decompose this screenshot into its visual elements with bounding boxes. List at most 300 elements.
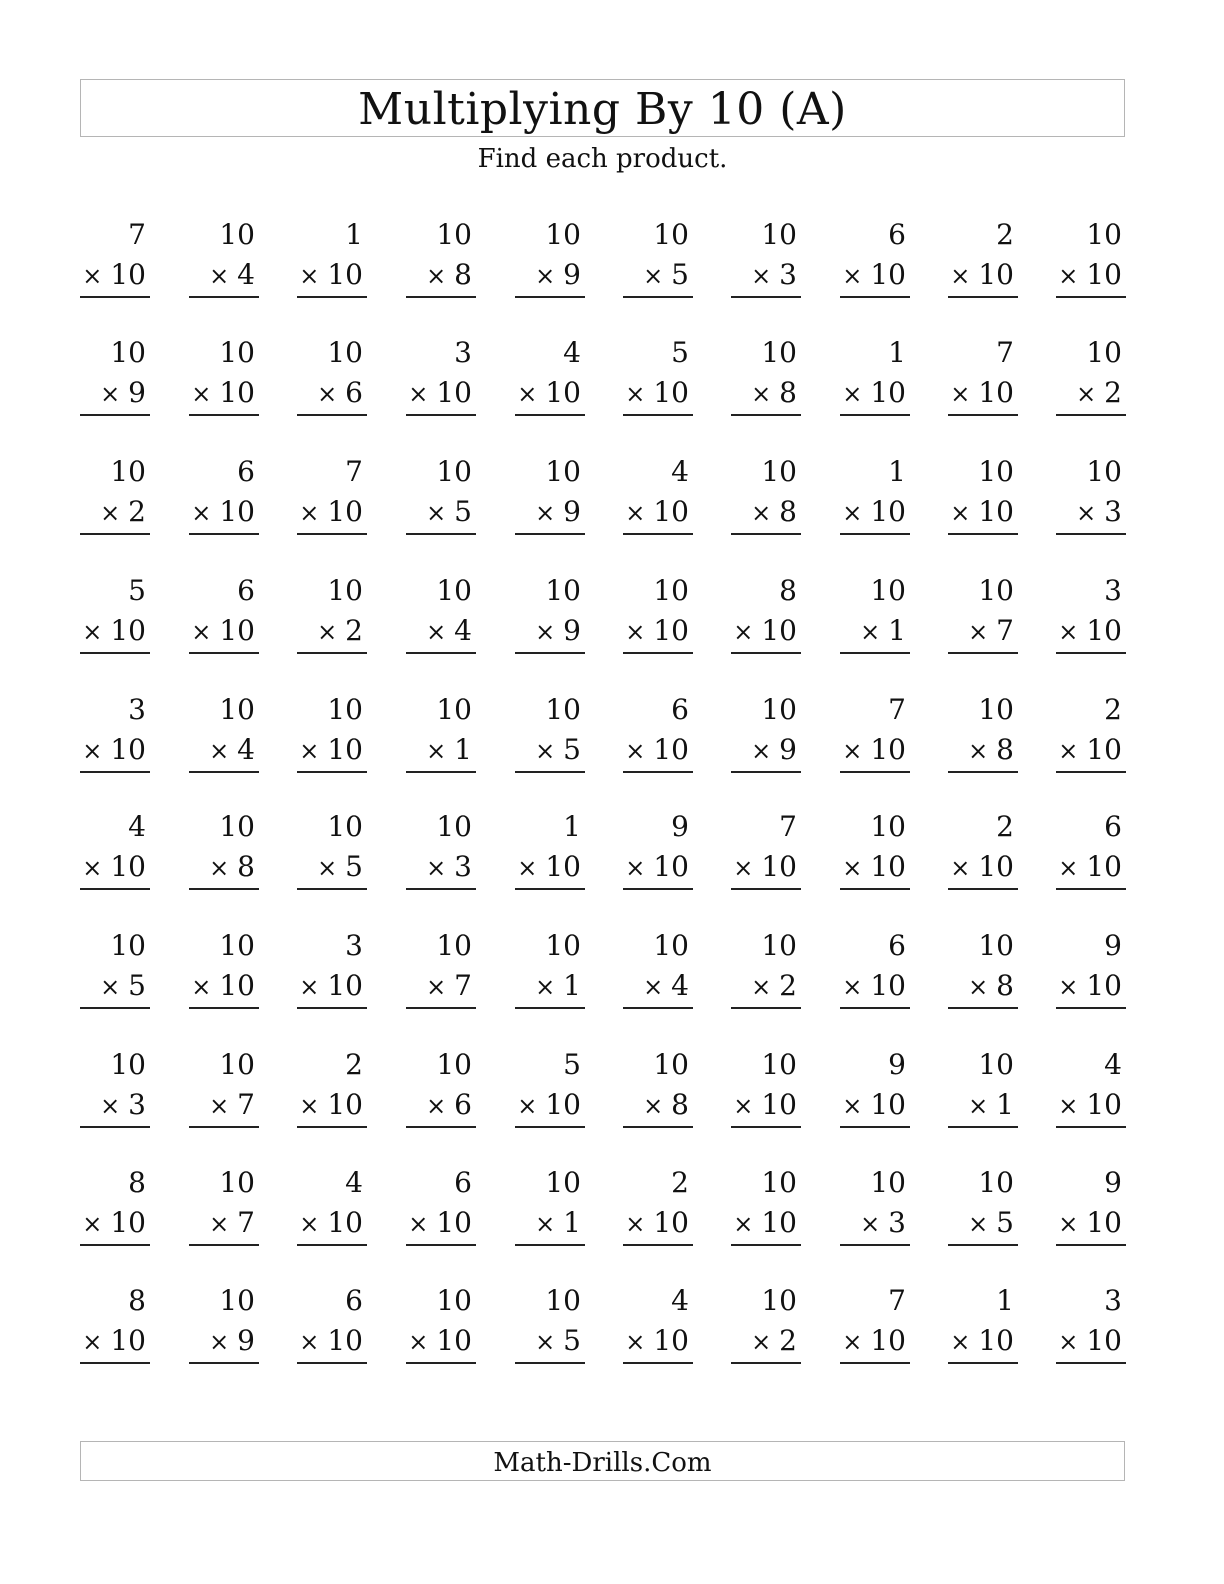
multiplier-line	[209, 733, 255, 768]
answer-line	[189, 888, 259, 890]
multiply-sign: ×	[82, 618, 103, 646]
multiplicand: 10	[327, 810, 363, 843]
multiply-sign: ×	[517, 854, 538, 882]
multiplier-line	[842, 1324, 906, 1359]
multiplier-line	[842, 376, 906, 411]
multiplicand: 10	[761, 1166, 797, 1199]
answer-line	[80, 1244, 150, 1246]
problem-3-4	[406, 455, 476, 535]
answer-line	[840, 1126, 910, 1128]
multiplicand: 6	[888, 218, 906, 251]
answer-line	[189, 414, 259, 416]
multiply-sign: ×	[535, 1328, 556, 1356]
multiplier-line	[408, 1324, 472, 1359]
multiplier-line	[968, 969, 1014, 1004]
multiplier: 2	[779, 1324, 797, 1357]
answer-line	[406, 1362, 476, 1364]
answer-line	[515, 1244, 585, 1246]
problem-4-2	[189, 574, 259, 654]
multiplicand: 10	[219, 218, 255, 251]
problem-3-10	[1056, 455, 1126, 535]
multiply-sign: ×	[733, 618, 754, 646]
multiply-sign: ×	[968, 1092, 989, 1120]
multiplier-line	[426, 614, 472, 649]
multiply-sign: ×	[1058, 1092, 1079, 1120]
multiply-sign: ×	[209, 854, 230, 882]
multiplier: 10	[653, 376, 689, 409]
answer-line	[948, 414, 1018, 416]
answer-line	[406, 652, 476, 654]
multiplier-line	[100, 376, 146, 411]
problem-8-5	[515, 1048, 585, 1128]
multiply-sign: ×	[842, 499, 863, 527]
multiply-sign: ×	[299, 499, 320, 527]
problem-10-2	[189, 1284, 259, 1364]
multiply-sign: ×	[950, 854, 971, 882]
multiplier-line	[950, 258, 1014, 293]
problem-1-10	[1056, 218, 1126, 298]
multiplier-line	[100, 969, 146, 1004]
multiplier-line	[625, 614, 689, 649]
multiply-sign: ×	[625, 854, 646, 882]
multiplier-line	[82, 258, 146, 293]
problem-4-3	[297, 574, 367, 654]
multiplier-line	[191, 376, 255, 411]
multiplier-line	[82, 614, 146, 649]
multiplier: 9	[237, 1324, 255, 1357]
multiply-sign: ×	[950, 499, 971, 527]
multiplicand: 10	[978, 1166, 1014, 1199]
problem-8-7	[731, 1048, 801, 1128]
multiplier: 10	[327, 1088, 363, 1121]
multiplicand: 5	[128, 574, 146, 607]
multiplier-line	[625, 733, 689, 768]
multiplicand: 10	[653, 218, 689, 251]
multiplicand: 10	[327, 574, 363, 607]
multiplicand: 2	[996, 810, 1014, 843]
problem-10-5	[515, 1284, 585, 1364]
multiplier: 10	[653, 850, 689, 883]
multiply-sign: ×	[535, 1210, 556, 1238]
multiplicand: 10	[545, 693, 581, 726]
problem-6-5	[515, 810, 585, 890]
multiplicand: 10	[545, 218, 581, 251]
multiplier-line	[842, 969, 906, 1004]
answer-line	[840, 1244, 910, 1246]
multiplier-line	[317, 614, 363, 649]
problem-4-5	[515, 574, 585, 654]
multiplier-line	[299, 733, 363, 768]
multiply-sign: ×	[950, 1328, 971, 1356]
multiply-sign: ×	[1058, 1328, 1079, 1356]
problem-6-6	[623, 810, 693, 890]
problem-9-5	[515, 1166, 585, 1246]
multiplier-line	[408, 1206, 472, 1241]
problem-2-9	[948, 336, 1018, 416]
multiplier-line	[1058, 1088, 1122, 1123]
multiplier: 4	[454, 614, 472, 647]
multiplicand: 1	[888, 336, 906, 369]
multiplier-line	[950, 495, 1014, 530]
answer-line	[948, 1007, 1018, 1009]
multiplicand: 9	[671, 810, 689, 843]
answer-line	[731, 1126, 801, 1128]
multiplier-line	[1058, 614, 1122, 649]
problem-10-4	[406, 1284, 476, 1364]
problem-7-6	[623, 929, 693, 1009]
multiplicand: 7	[996, 336, 1014, 369]
multiplicand: 2	[996, 218, 1014, 251]
problem-2-10	[1056, 336, 1126, 416]
multiplicand: 10	[653, 1048, 689, 1081]
answer-line	[623, 771, 693, 773]
problem-3-5	[515, 455, 585, 535]
multiplier: 10	[436, 376, 472, 409]
multiplier: 10	[110, 850, 146, 883]
multiplicand: 6	[1104, 810, 1122, 843]
multiplier-line	[535, 258, 581, 293]
multiplier-line	[317, 376, 363, 411]
multiply-sign: ×	[643, 262, 664, 290]
problem-4-10	[1056, 574, 1126, 654]
problem-10-8	[840, 1284, 910, 1364]
answer-line	[297, 771, 367, 773]
multiply-sign: ×	[100, 1092, 121, 1120]
multiplier: 9	[779, 733, 797, 766]
multiply-sign: ×	[82, 1328, 103, 1356]
problem-2-1	[80, 336, 150, 416]
multiply-sign: ×	[209, 262, 230, 290]
multiplicand: 4	[563, 336, 581, 369]
answer-line	[406, 1244, 476, 1246]
multiply-sign: ×	[299, 1210, 320, 1238]
multiply-sign: ×	[842, 1328, 863, 1356]
worksheet-title: Multiplying By 10 (A)	[80, 79, 1125, 137]
answer-line	[80, 296, 150, 298]
multiplier-line	[426, 850, 472, 885]
multiplier-line	[535, 495, 581, 530]
multiply-sign: ×	[82, 1210, 103, 1238]
multiplier-line	[191, 495, 255, 530]
answer-line	[1056, 1126, 1126, 1128]
multiply-sign: ×	[535, 973, 556, 1001]
multiplier-line	[517, 850, 581, 885]
problem-4-1	[80, 574, 150, 654]
answer-line	[840, 888, 910, 890]
multiplier-line	[1058, 733, 1122, 768]
multiplicand: 10	[761, 1048, 797, 1081]
multiplier-line	[751, 258, 797, 293]
multiply-sign: ×	[751, 737, 772, 765]
multiply-sign: ×	[625, 618, 646, 646]
multiplier: 10	[110, 733, 146, 766]
multiplicand: 10	[761, 693, 797, 726]
answer-line	[1056, 888, 1126, 890]
multiplier-line	[299, 495, 363, 530]
problem-1-9	[948, 218, 1018, 298]
problem-7-4	[406, 929, 476, 1009]
multiply-sign: ×	[426, 737, 447, 765]
multiplier-line	[426, 969, 472, 1004]
multiplier-line	[209, 1324, 255, 1359]
multiplier-line	[535, 733, 581, 768]
answer-line	[297, 1244, 367, 1246]
answer-line	[515, 1007, 585, 1009]
answer-line	[189, 771, 259, 773]
problem-9-3	[297, 1166, 367, 1246]
multiplicand: 6	[237, 574, 255, 607]
multiplier: 4	[237, 733, 255, 766]
multiplier-line	[209, 258, 255, 293]
multiplicand: 1	[345, 218, 363, 251]
problem-6-10	[1056, 810, 1126, 890]
multiplicand: 10	[653, 574, 689, 607]
multiplier-line	[535, 969, 581, 1004]
multiplicand: 10	[436, 810, 472, 843]
multiplier-line	[968, 1206, 1014, 1241]
multiplier: 10	[870, 495, 906, 528]
multiplicand: 10	[110, 1048, 146, 1081]
multiplier: 2	[345, 614, 363, 647]
multiplicand: 7	[345, 455, 363, 488]
multiplicand: 3	[1104, 574, 1122, 607]
multiplier: 10	[545, 376, 581, 409]
problem-7-10	[1056, 929, 1126, 1009]
multiplicand: 10	[545, 929, 581, 962]
multiply-sign: ×	[426, 1092, 447, 1120]
problem-7-1	[80, 929, 150, 1009]
answer-line	[731, 533, 801, 535]
answer-line	[731, 1007, 801, 1009]
multiplier: 3	[454, 850, 472, 883]
multiplier-line	[751, 733, 797, 768]
multiply-sign: ×	[1076, 499, 1097, 527]
multiplicand: 10	[1086, 218, 1122, 251]
multiplicand: 10	[327, 693, 363, 726]
answer-line	[297, 533, 367, 535]
multiplier-line	[950, 376, 1014, 411]
problem-4-9	[948, 574, 1018, 654]
multiplicand: 10	[978, 455, 1014, 488]
problem-7-7	[731, 929, 801, 1009]
multiplicand: 10	[436, 218, 472, 251]
multiplier-line	[1058, 258, 1122, 293]
problem-9-9	[948, 1166, 1018, 1246]
problem-3-6	[623, 455, 693, 535]
problem-6-4	[406, 810, 476, 890]
multiplier-line	[643, 969, 689, 1004]
problem-1-6	[623, 218, 693, 298]
answer-line	[623, 888, 693, 890]
multiplicand: 4	[671, 455, 689, 488]
multiplier-line	[1058, 1206, 1122, 1241]
answer-line	[623, 296, 693, 298]
multiplier-line	[82, 850, 146, 885]
multiplicand: 3	[128, 693, 146, 726]
answer-line	[623, 533, 693, 535]
answer-line	[406, 296, 476, 298]
multiply-sign: ×	[100, 499, 121, 527]
answer-line	[948, 296, 1018, 298]
multiply-sign: ×	[950, 262, 971, 290]
multiplicand: 10	[436, 1048, 472, 1081]
multiplier: 10	[110, 1324, 146, 1357]
multiply-sign: ×	[625, 1328, 646, 1356]
answer-line	[1056, 296, 1126, 298]
multiply-sign: ×	[1058, 1210, 1079, 1238]
multiplier: 8	[671, 1088, 689, 1121]
multiplier: 10	[978, 850, 1014, 883]
answer-line	[840, 533, 910, 535]
multiplicand: 10	[761, 336, 797, 369]
problem-5-8	[840, 693, 910, 773]
multiplier: 8	[996, 969, 1014, 1002]
multiplicand: 10	[870, 1166, 906, 1199]
multiplier: 3	[128, 1088, 146, 1121]
multiply-sign: ×	[209, 1210, 230, 1238]
multiplier: 1	[888, 614, 906, 647]
multiply-sign: ×	[517, 1092, 538, 1120]
problem-9-10	[1056, 1166, 1126, 1246]
multiplicand: 2	[345, 1048, 363, 1081]
multiplier: 4	[671, 969, 689, 1002]
multiplicand: 10	[761, 218, 797, 251]
multiplier: 5	[671, 258, 689, 291]
problem-3-1	[80, 455, 150, 535]
answer-line	[1056, 1007, 1126, 1009]
multiplier: 10	[653, 1324, 689, 1357]
multiplier-line	[408, 376, 472, 411]
multiplier: 8	[237, 850, 255, 883]
answer-line	[731, 1362, 801, 1364]
multiplicand: 10	[219, 336, 255, 369]
multiply-sign: ×	[842, 854, 863, 882]
problem-1-4	[406, 218, 476, 298]
multiplier: 10	[327, 1324, 363, 1357]
answer-line	[189, 1126, 259, 1128]
answer-line	[840, 771, 910, 773]
multiply-sign: ×	[968, 737, 989, 765]
multiplier: 10	[327, 733, 363, 766]
multiplier-line	[625, 1206, 689, 1241]
multiply-sign: ×	[751, 380, 772, 408]
problem-9-1	[80, 1166, 150, 1246]
multiplier: 10	[1086, 258, 1122, 291]
multiplicand: 7	[888, 1284, 906, 1317]
multiplicand: 10	[761, 929, 797, 962]
multiplier: 10	[1086, 733, 1122, 766]
multiplier: 10	[1086, 969, 1122, 1002]
problem-1-5	[515, 218, 585, 298]
problem-7-5	[515, 929, 585, 1009]
multiply-sign: ×	[1058, 262, 1079, 290]
answer-line	[623, 1126, 693, 1128]
multiplier: 10	[436, 1206, 472, 1239]
answer-line	[840, 414, 910, 416]
answer-line	[731, 888, 801, 890]
multiplicand: 8	[128, 1284, 146, 1317]
multiplier-line	[100, 1088, 146, 1123]
multiplicand: 10	[327, 336, 363, 369]
problem-7-9	[948, 929, 1018, 1009]
multiplicand: 1	[888, 455, 906, 488]
multiply-sign: ×	[408, 1210, 429, 1238]
multiplier-line	[426, 733, 472, 768]
multiplier: 10	[978, 495, 1014, 528]
multiplier-line	[299, 258, 363, 293]
multiplier: 10	[327, 1206, 363, 1239]
problem-5-3	[297, 693, 367, 773]
problem-1-1	[80, 218, 150, 298]
problem-6-8	[840, 810, 910, 890]
problem-6-3	[297, 810, 367, 890]
multiply-sign: ×	[299, 1328, 320, 1356]
multiplier: 5	[345, 850, 363, 883]
multiplicand: 6	[345, 1284, 363, 1317]
multiplier-line	[191, 969, 255, 1004]
multiplicand: 6	[454, 1166, 472, 1199]
multiply-sign: ×	[426, 973, 447, 1001]
answer-line	[515, 533, 585, 535]
multiplier-line	[1058, 1324, 1122, 1359]
multiplicand: 10	[436, 1284, 472, 1317]
multiplicand: 10	[870, 810, 906, 843]
multiplier: 4	[237, 258, 255, 291]
multiplicand: 10	[545, 1166, 581, 1199]
problem-4-4	[406, 574, 476, 654]
multiplicand: 7	[779, 810, 797, 843]
problem-7-2	[189, 929, 259, 1009]
multiplier-line	[299, 1088, 363, 1123]
multiply-sign: ×	[733, 1210, 754, 1238]
multiply-sign: ×	[408, 380, 429, 408]
multiplier-line	[209, 1088, 255, 1123]
multiplier: 10	[1086, 1206, 1122, 1239]
multiplier: 10	[653, 1206, 689, 1239]
problem-9-2	[189, 1166, 259, 1246]
multiplier: 10	[327, 495, 363, 528]
multiplier-line	[426, 1088, 472, 1123]
multiplier: 10	[545, 1088, 581, 1121]
multiplicand: 9	[1104, 1166, 1122, 1199]
multiplier: 10	[870, 376, 906, 409]
answer-line	[623, 1244, 693, 1246]
multiplier: 10	[653, 614, 689, 647]
problem-9-4	[406, 1166, 476, 1246]
multiply-sign: ×	[842, 262, 863, 290]
problem-4-8	[840, 574, 910, 654]
multiplier: 5	[563, 1324, 581, 1357]
multiplier-line	[860, 1206, 906, 1241]
multiplier-line	[751, 376, 797, 411]
multiplicand: 7	[128, 218, 146, 251]
multiplier-line	[299, 1206, 363, 1241]
answer-line	[948, 1362, 1018, 1364]
answer-line	[840, 296, 910, 298]
multiplicand: 10	[436, 455, 472, 488]
answer-line	[948, 888, 1018, 890]
answer-line	[80, 888, 150, 890]
multiplicand: 4	[1104, 1048, 1122, 1081]
problem-5-6	[623, 693, 693, 773]
multiply-sign: ×	[408, 1328, 429, 1356]
multiplier: 10	[1086, 1088, 1122, 1121]
problem-3-2	[189, 455, 259, 535]
multiplier: 10	[653, 733, 689, 766]
multiplicand: 1	[563, 810, 581, 843]
multiplier: 10	[761, 1206, 797, 1239]
multiplier-line	[82, 733, 146, 768]
